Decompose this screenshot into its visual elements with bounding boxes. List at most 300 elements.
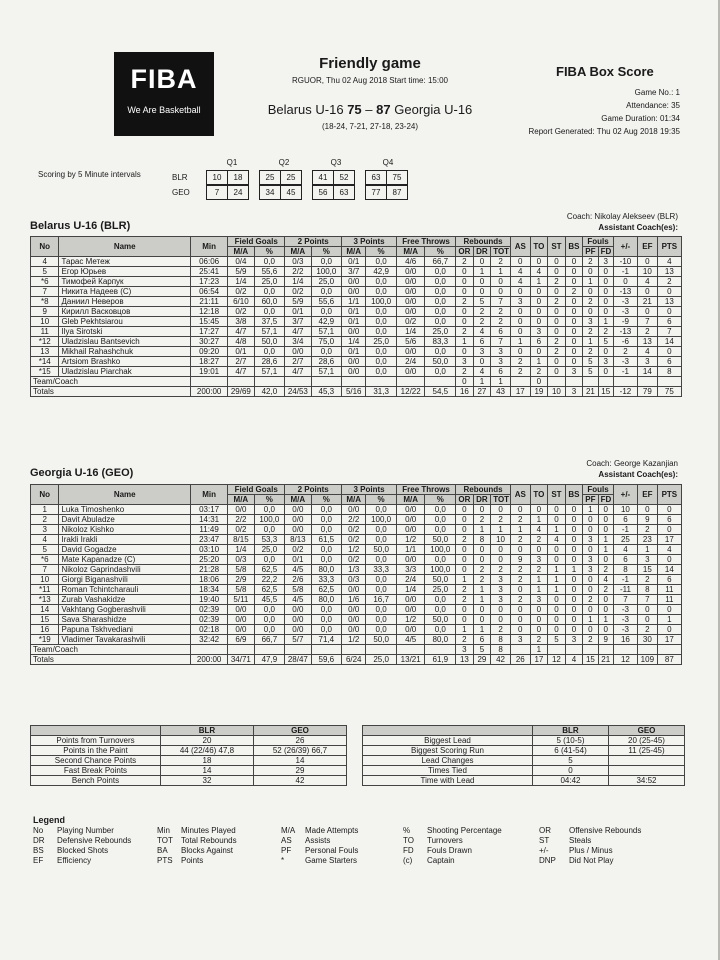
stat-cell: 0 [657, 347, 681, 357]
summary-col-2: GEO [254, 726, 347, 736]
stat-cell: 0 [565, 277, 583, 287]
stat-cell: 1/2 [396, 615, 424, 625]
legend-abbr: PF [281, 846, 292, 855]
stat-cell: 0 [638, 505, 658, 515]
stat-cell: 0 [565, 317, 583, 327]
empty-cell [396, 645, 424, 655]
stat-cell: 1 [530, 575, 548, 585]
interval-value: 87 [392, 188, 402, 197]
stat-cell: 0/0 [285, 347, 311, 357]
stat-cell: 0,0 [366, 585, 397, 595]
stat-cell: 2 [491, 565, 511, 575]
stat-cell: 16,7 [366, 595, 397, 605]
interval-group [206, 170, 249, 185]
stat-cell: 0 [510, 307, 530, 317]
stat-cell: 55,6 [311, 297, 342, 307]
total-cell: 15 [583, 655, 598, 665]
player-name: Nikoloz Gaprindashvili [59, 565, 191, 575]
stat-cell: 2/2 [285, 267, 311, 277]
stat-cell: 2 [657, 277, 681, 287]
summary-value: 5 (10-5) [533, 736, 609, 746]
geo-player-row [31, 515, 682, 525]
stat-cell: 2 [456, 585, 474, 595]
stat-cell: 0,0 [311, 625, 342, 635]
stat-cell: 1 [583, 505, 598, 515]
player-name: Ilya Sirotski [59, 327, 191, 337]
stat-cell: 0/2 [342, 555, 366, 565]
stat-cell: 7 [657, 327, 681, 337]
player-number: 13 [31, 347, 59, 357]
stat-cell: 1/2 [396, 535, 424, 545]
stat-cell: 0 [598, 267, 613, 277]
stat-cell: 2 [510, 367, 530, 377]
blr-player-row [31, 307, 682, 317]
stat-cell: 0 [530, 605, 548, 615]
team-stats-right [362, 725, 685, 786]
stat-cell: 3 [491, 575, 511, 585]
player-name: Nikoloz Kishko [59, 525, 191, 535]
legend-meaning: Captain [427, 856, 455, 865]
stat-cell: 57,1 [254, 367, 285, 377]
stat-cell: 0,0 [366, 287, 397, 297]
totals-label: Totals [31, 655, 191, 665]
legend-abbr: TO [403, 836, 414, 845]
stat-cell: 2 [565, 287, 583, 297]
stat-cell: 4 [510, 277, 530, 287]
stat-cell: 0 [473, 505, 491, 515]
stat-cell: 50,0 [366, 545, 397, 555]
stat-cell: 0,0 [254, 347, 285, 357]
summary-label: Biggest Scoring Run [363, 746, 533, 756]
stat-cell: 0/1 [342, 257, 366, 267]
interval-group [206, 185, 249, 200]
stat-cell: 0 [548, 545, 566, 555]
summary-label: Fast Break Points [31, 766, 161, 776]
stat-cell: 0 [638, 307, 658, 317]
stat-cell: 0 [548, 555, 566, 565]
stat-cell: 16 [613, 635, 637, 645]
total-cell: 42,0 [254, 387, 285, 397]
player-name: Roman Tchintcharauli [59, 585, 191, 595]
stat-cell: 7 [638, 595, 658, 605]
stat-cell: 03:17 [190, 505, 227, 515]
legend-meaning: Shooting Percentage [427, 826, 502, 835]
legend-abbr: OR [539, 826, 551, 835]
stat-cell: 6 [657, 317, 681, 327]
col-sub-5: % [366, 247, 397, 257]
stat-cell: 0/4 [228, 257, 254, 267]
summary-col-1: BLR [533, 726, 609, 736]
stat-cell: 0/0 [285, 525, 311, 535]
stat-cell: 1 [456, 337, 474, 347]
blr-header-row-1 [31, 237, 682, 247]
col-min: Min [190, 237, 227, 257]
stat-cell: 0 [473, 357, 491, 367]
summary-col-1: BLR [161, 726, 254, 736]
player-number: 11 [31, 327, 59, 337]
legend-meaning: Points [181, 856, 204, 865]
stat-cell: 1 [473, 595, 491, 605]
empty-cell [657, 377, 681, 387]
player-number: 10 [31, 575, 59, 585]
stat-cell: 0/0 [285, 615, 311, 625]
geo-player-row [31, 625, 682, 635]
stat-cell: 19:01 [190, 367, 227, 377]
stat-cell: 3 [638, 357, 658, 367]
stat-cell: 1/4 [342, 337, 366, 347]
stat-cell: 0,0 [311, 347, 342, 357]
stat-cell: 5 [583, 367, 598, 377]
right-summary-row [363, 746, 685, 756]
stat-cell: 0,0 [311, 257, 342, 267]
stat-cell: 0,0 [311, 555, 342, 565]
stat-cell: 25,0 [254, 545, 285, 555]
stat-cell: 0 [638, 615, 658, 625]
stat-cell: 0 [598, 277, 613, 287]
stat-cell: 33,3 [366, 565, 397, 575]
interval-group [365, 185, 408, 200]
stat-cell: 0 [530, 297, 548, 307]
col-2-points: 2 Points [285, 237, 342, 247]
stat-cell: 0 [510, 585, 530, 595]
stat-cell: 06:06 [190, 257, 227, 267]
stat-cell: 0/2 [396, 317, 424, 327]
stat-cell: 6/9 [228, 635, 254, 645]
player-number: *19 [31, 635, 59, 645]
stat-cell: 25,0 [311, 277, 342, 287]
stat-cell: 6 [473, 635, 491, 645]
summary-label: Bench Points [31, 776, 161, 786]
total-cell: 31,3 [366, 387, 397, 397]
team-coach-label: Team/Coach [31, 377, 191, 387]
empty-cell [396, 377, 424, 387]
summary-value: 18 [161, 756, 254, 766]
summary-value: 11 (25-45) [609, 746, 685, 756]
summary-value: 5 [533, 756, 609, 766]
stat-cell: 0,0 [254, 287, 285, 297]
stat-cell: 3/7 [285, 317, 311, 327]
stat-cell: 0 [638, 257, 658, 267]
stat-cell: 25:41 [190, 267, 227, 277]
stat-cell: 4/5 [285, 595, 311, 605]
total-cell: 10 [548, 387, 566, 397]
stat-cell: 0 [548, 267, 566, 277]
total-cell: 21 [583, 387, 598, 397]
stat-cell: 2 [548, 337, 566, 347]
player-name: Даниил Неверов [59, 297, 191, 307]
interval-value: 56 [313, 186, 334, 199]
geo-player-row [31, 545, 682, 555]
stat-cell: 0 [530, 347, 548, 357]
stat-cell: 2/4 [396, 575, 424, 585]
stat-cell: 8 [491, 635, 511, 645]
stat-cell: 0 [583, 267, 598, 277]
total-cell: 12/22 [396, 387, 424, 397]
stat-cell: 1 [473, 377, 491, 387]
col-bs: BS [565, 237, 583, 257]
stat-cell: 0,0 [425, 287, 456, 297]
stat-cell: 2 [510, 575, 530, 585]
total-cell: 200:00 [190, 387, 227, 397]
col-sub-2: M/A [285, 247, 311, 257]
stat-cell: 5/6 [396, 337, 424, 347]
stat-cell: 2 [491, 625, 511, 635]
stat-cell: 0,0 [311, 515, 342, 525]
total-cell: 59,6 [311, 655, 342, 665]
legend-abbr: % [403, 826, 411, 835]
interval-quarter-headers [172, 158, 418, 170]
stat-cell: 0/0 [396, 515, 424, 525]
right-summary-row [363, 756, 685, 766]
stat-cell: -13 [613, 287, 637, 297]
stat-cell: 0 [530, 257, 548, 267]
stat-cell: 1 [548, 575, 566, 585]
stat-cell: 0 [598, 287, 613, 297]
stat-cell: 1 [530, 585, 548, 595]
stat-cell: 50,0 [425, 615, 456, 625]
stat-cell: 0,0 [425, 277, 456, 287]
stat-cell: 0,0 [366, 555, 397, 565]
summary-value: 29 [254, 766, 347, 776]
legend-abbr: BA [157, 846, 168, 855]
empty-cell [598, 645, 613, 655]
player-number: 1 [31, 505, 59, 515]
stat-cell: 1 [491, 267, 511, 277]
stat-cell: 0 [583, 515, 598, 525]
empty-cell [583, 377, 598, 387]
right-summary-row [363, 766, 685, 776]
stat-cell: 3 [491, 585, 511, 595]
stat-cell: 0 [530, 615, 548, 625]
total-cell: 27 [473, 387, 491, 397]
stat-cell: 1 [565, 565, 583, 575]
interval-value: 10 [207, 171, 228, 184]
stat-cell: 3 [530, 595, 548, 605]
stat-cell: 0,0 [425, 595, 456, 605]
stat-cell: 7 [491, 297, 511, 307]
legend-meaning: Playing Number [57, 826, 114, 835]
stat-cell: 1/2 [342, 545, 366, 555]
stat-cell: 80,0 [311, 595, 342, 605]
stat-cell: 0 [530, 307, 548, 317]
stat-cell: 2/7 [285, 357, 311, 367]
stat-cell: 2 [530, 367, 548, 377]
geo-player-row [31, 535, 682, 545]
stat-cell: 9 [598, 635, 613, 645]
player-number: 2 [31, 515, 59, 525]
stat-cell: 3 [491, 347, 511, 357]
team-stats-left [30, 725, 347, 786]
stat-cell: 0 [456, 505, 474, 515]
col-sub-12: FD [598, 247, 613, 257]
stat-cell: 0,0 [311, 287, 342, 297]
empty-cell [598, 377, 613, 387]
legend-meaning: Blocks Against [181, 846, 234, 855]
stat-cell: 0/0 [342, 605, 366, 615]
player-number: 10 [31, 317, 59, 327]
col-ef: EF [638, 485, 658, 505]
stat-cell: 42,9 [366, 267, 397, 277]
col-sub-10: TOT [491, 495, 511, 505]
report-generated: Report Generated: Thu 02 Aug 2018 19:35 [528, 127, 680, 136]
stat-cell: 5 [583, 357, 598, 367]
stat-cell: 0 [473, 605, 491, 615]
stat-cell: 0/0 [396, 297, 424, 307]
total-cell: 200:00 [190, 655, 227, 665]
stat-cell: 0 [638, 287, 658, 297]
stat-cell: 6 [657, 575, 681, 585]
summary-value: 44 (22/46) 47,8 [161, 746, 254, 756]
total-cell: 13/21 [396, 655, 424, 665]
stat-cell: 0/0 [342, 277, 366, 287]
stat-cell: 2 [456, 257, 474, 267]
col-sub-8: OR [456, 247, 474, 257]
col-plus-minus: +/- [613, 237, 637, 257]
stat-cell: 0 [530, 377, 548, 387]
total-cell: 5/16 [342, 387, 366, 397]
col-free-throws: Free Throws [396, 237, 455, 247]
empty-cell [510, 377, 530, 387]
stat-cell: 0 [473, 287, 491, 297]
total-cell: 42 [491, 655, 511, 665]
game-title: Friendly game [319, 55, 421, 72]
stat-cell: 0,0 [366, 367, 397, 377]
interval-group [259, 185, 302, 200]
stat-cell: 1 [548, 565, 566, 575]
final-score [255, 102, 485, 117]
stat-cell: 0 [456, 605, 474, 615]
stat-cell: 0 [565, 267, 583, 277]
player-number: *13 [31, 595, 59, 605]
stat-cell: 0 [456, 615, 474, 625]
stat-cell: 0,0 [366, 535, 397, 545]
stat-cell: 0 [456, 565, 474, 575]
total-cell: 75 [657, 387, 681, 397]
empty-cell [285, 377, 311, 387]
left-summary-row [31, 736, 347, 746]
stat-cell: 3 [565, 367, 583, 377]
player-number: 5 [31, 545, 59, 555]
stat-cell: 0/0 [342, 357, 366, 367]
stat-cell: 0,0 [366, 307, 397, 317]
stat-cell: 1 [530, 277, 548, 287]
stat-cell: 0/0 [342, 327, 366, 337]
stat-cell: 5/7 [285, 635, 311, 645]
stat-cell: 2/2 [342, 515, 366, 525]
stat-cell: 0,0 [366, 575, 397, 585]
legend-abbr: M/A [281, 826, 296, 835]
stat-cell: 18:27 [190, 357, 227, 367]
stat-cell: 0/2 [228, 525, 254, 535]
empty-cell [190, 645, 227, 655]
geo-player-row [31, 555, 682, 565]
geo-player-row [31, 635, 682, 645]
empty-cell [613, 377, 637, 387]
stat-cell: 100,0 [311, 267, 342, 277]
stat-cell: 80,0 [425, 635, 456, 645]
legend-abbr: DR [33, 836, 45, 845]
stat-cell: 62,5 [311, 585, 342, 595]
stat-cell: 0/0 [396, 267, 424, 277]
col-to: TO [530, 237, 548, 257]
stat-cell: 4/7 [228, 327, 254, 337]
stat-cell: 0,0 [425, 317, 456, 327]
stat-cell: 1 [583, 337, 598, 347]
player-name: Zurab Vashakidze [59, 595, 191, 605]
total-cell: 17 [530, 655, 548, 665]
col-to: TO [530, 485, 548, 505]
stat-cell: -13 [613, 327, 637, 337]
stat-cell: 0 [598, 505, 613, 515]
player-name: Vakhtang Gogberashvili [59, 605, 191, 615]
legend-grid [33, 826, 693, 866]
stat-cell: 11 [657, 595, 681, 605]
interval-value: 52 [339, 173, 349, 182]
stat-cell: 0,0 [425, 605, 456, 615]
total-cell: 19 [530, 387, 548, 397]
stat-cell: 5 [473, 645, 491, 655]
player-name: Тарас Метеж [59, 257, 191, 267]
stat-cell: -1 [613, 525, 637, 535]
stat-cell: 0 [456, 317, 474, 327]
stat-cell: 0/2 [228, 307, 254, 317]
stat-cell: 2 [530, 565, 548, 575]
game-subtitle: RGUOR, Thu 02 Aug 2018 Start time: 15:00 [292, 76, 448, 85]
col-fouls: Fouls [583, 237, 614, 247]
player-number: *6 [31, 277, 59, 287]
blr-player-row [31, 317, 682, 327]
interval-value: 34 [260, 186, 281, 199]
stat-cell: 0,0 [311, 525, 342, 535]
stat-cell: 0/0 [396, 347, 424, 357]
legend-abbr: DNP [539, 856, 556, 865]
stat-cell: -3 [613, 357, 637, 367]
interval-team: BLR [172, 173, 188, 182]
stat-cell: 5/8 [285, 585, 311, 595]
stat-cell: 0/0 [285, 515, 311, 525]
player-name: Gleb Pekhtsiarou [59, 317, 191, 327]
player-name: Uladzislau Piarchak [59, 367, 191, 377]
interval-value: 7 [207, 186, 228, 199]
stat-cell: 0 [530, 505, 548, 515]
col-sub-11: PF [583, 247, 598, 257]
stat-cell: 0 [491, 555, 511, 565]
stat-cell: 14:31 [190, 515, 227, 525]
stat-cell: 17 [657, 535, 681, 545]
stat-cell: 100,0 [366, 297, 397, 307]
total-cell: 54,5 [425, 387, 456, 397]
stat-cell: 0 [456, 377, 474, 387]
empty-cell [548, 645, 566, 655]
stat-cell: 2 [473, 575, 491, 585]
stat-cell: 8 [613, 565, 637, 575]
total-cell: 12 [548, 655, 566, 665]
stat-cell: 0,0 [311, 615, 342, 625]
col-no: No [31, 237, 59, 257]
col-sub-2: M/A [285, 495, 311, 505]
summary-label: Lead Changes [363, 756, 533, 766]
stat-cell: 0 [491, 615, 511, 625]
summary-value: 52 (26/39) 66,7 [254, 746, 347, 756]
score-separator: – [365, 102, 373, 117]
stat-cell: 0 [583, 625, 598, 635]
stat-cell: 2 [456, 635, 474, 645]
stat-cell: 0 [565, 297, 583, 307]
stat-cell: 0/0 [228, 605, 254, 615]
stat-cell: 75,0 [311, 337, 342, 347]
geo-player-row [31, 505, 682, 515]
stat-cell: 7 [491, 337, 511, 347]
